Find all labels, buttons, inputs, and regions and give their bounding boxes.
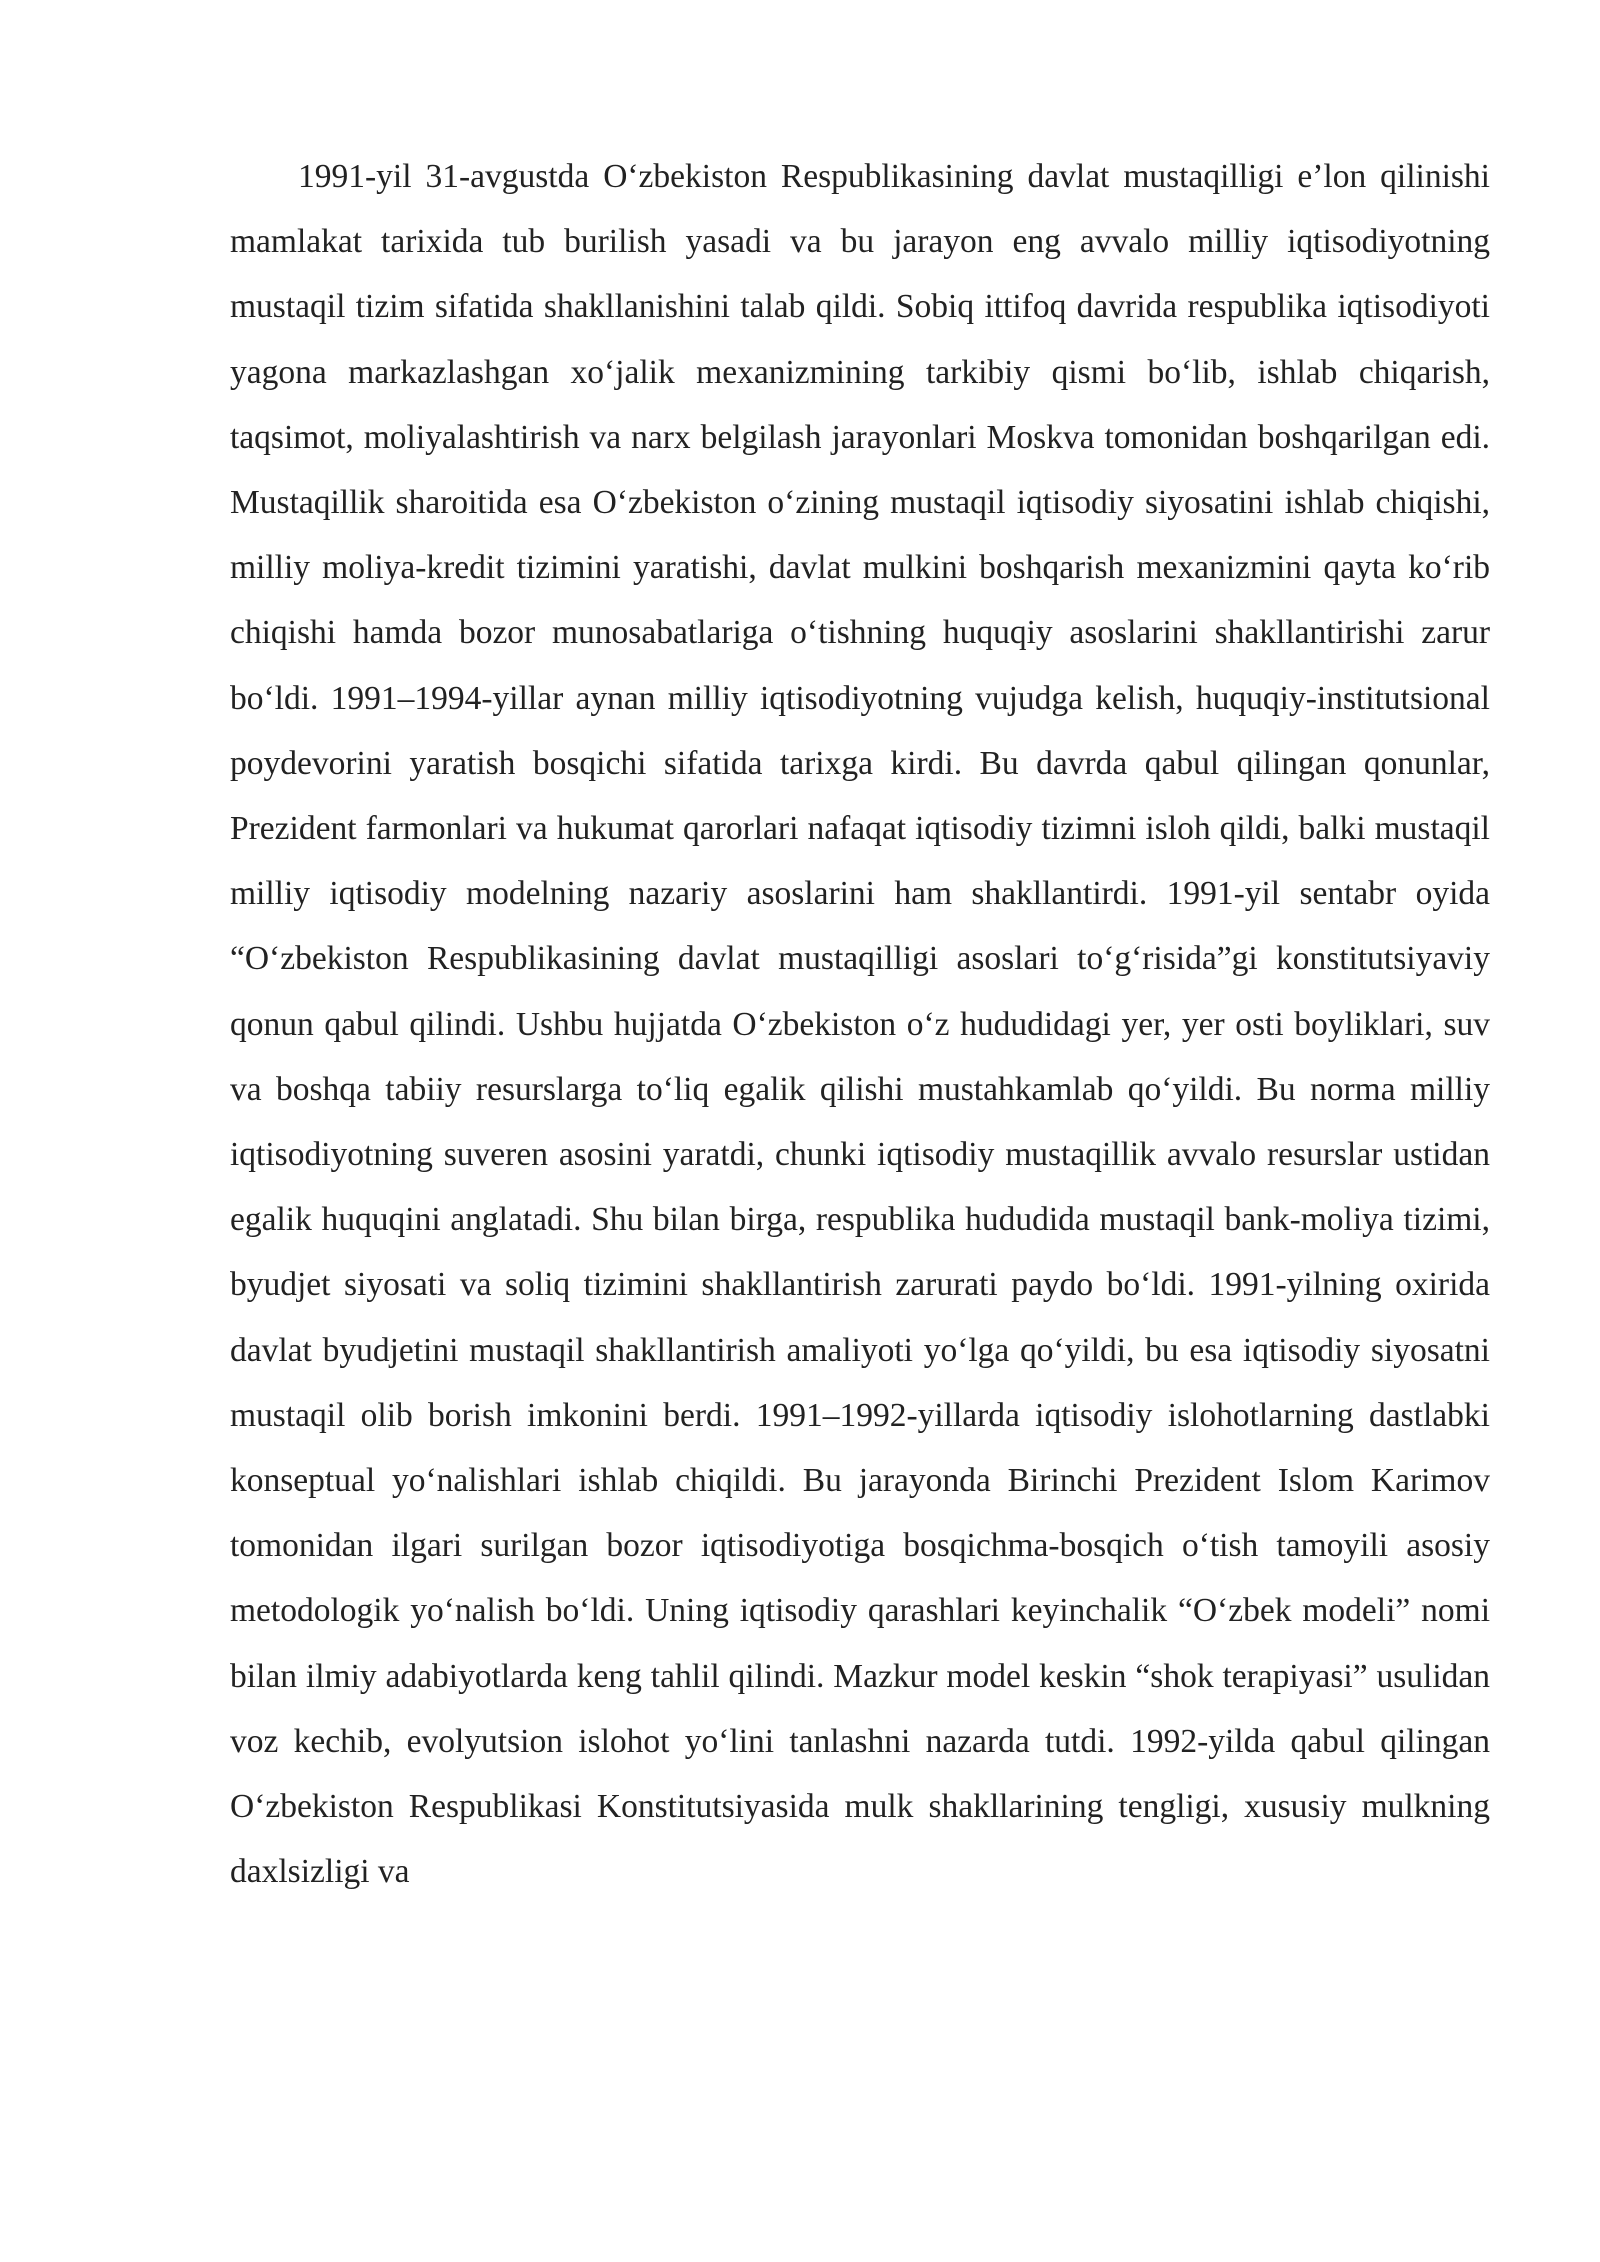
body-text [230,144,1490,1904]
paragraph: 1991-yil 31-avgustda O‘zbekiston Respublikasining davlat mustaqilligi e’lon qilinishi mamlakat tarixida tub burilish yasadi va bu jarayon eng avvalo milliy iqtisodiyotning mustaqil tizim sifatida shakllanishini talab qildi. Sobiq ittifoq davrida respublika iqtisodiyoti yagona markazlashgan xo‘jalik mexanizmining tarkibiy qismi bo‘lib, ishlab chiqarish, taqsimot, moliyalashtirish va narx belgilash jarayonlari Moskva tomonidan boshqarilgan edi. Mustaqillik sharoitida esa O‘zbekiston o‘zining mustaqil iqtisodiy siyosatini ishlab chiqishi, milliy moliya-kredit tizimini yaratishi, davlat mulkini boshqarish mexanizmini qayta ko‘rib chiqishi hamda bozor munosabatlariga o‘tishning huquqiy asoslarini shakllantirishi zarur bo‘ldi. 1991–1994-yillar aynan milliy iqtisodiyotning vujudga kelish, huquqiy-institutsional poydevorini yaratish bosqichi sifatida tarixga kirdi. Bu davrda qabul qilingan qonunlar, Prezident farmonlari va hukumat qarorlari nafaqat iqtisodiy tizimni isloh qildi, balki mustaqil milliy iqtisodiy modelning nazariy asoslarini ham shakllantirdi. 1991-yil sentabr oyida “O‘zbekiston Respublikasining davlat mustaqilligi asoslari to‘g‘risida”gi konstitutsiyaviy qonun qabul qilindi. Ushbu hujjatda O‘zbekiston o‘z hududidagi yer, yer osti boyliklari, suv va boshqa tabiiy resurslarga to‘liq egalik qilishi mustahkamlab qo‘yildi. Bu norma milliy iqtisodiyotning suveren asosini yaratdi, chunki iqtisodiy mustaqillik avvalo resurslar ustidan egalik huquqini anglatadi. Shu bilan birga, respublika hududida mustaqil bank-moliya tizimi, byudjet siyosati va soliq tizimini shakllantirish zarurati paydo bo‘ldi. 1991-yilning oxirida davlat byudjetini mustaqil shakllantirish amaliyoti yo‘lga qo‘yildi, bu esa iqtisodiy siyosatni mustaqil olib borish imkonini berdi. 1991–1992-yillarda iqtisodiy islohotlarning dastlabki konseptual yo‘nalishlari ishlab chiqildi. Bu jarayonda Birinchi Prezident Islom Karimov tomonidan ilgari surilgan bozor iqtisodiyotiga bosqichma-bosqich o‘tish tamoyili asosiy metodologik yo‘nalish bo‘ldi. Uning iqtisodiy qarashlari keyinchalik “O‘zbek modeli” nomi bilan ilmiy adabiyotlarda keng tahlil qilindi. Mazkur model keskin “shok terapiyasi” usulidan voz kechib, evolyutsion islohot yo‘lini tanlashni nazarda tutdi. 1992-yilda qabul qilingan O‘zbekiston Respublikasi Konstitutsiyasida mulk shakllarining tengligi, xususiy mulkning daxlsizligi va [230,158,1490,1891]
